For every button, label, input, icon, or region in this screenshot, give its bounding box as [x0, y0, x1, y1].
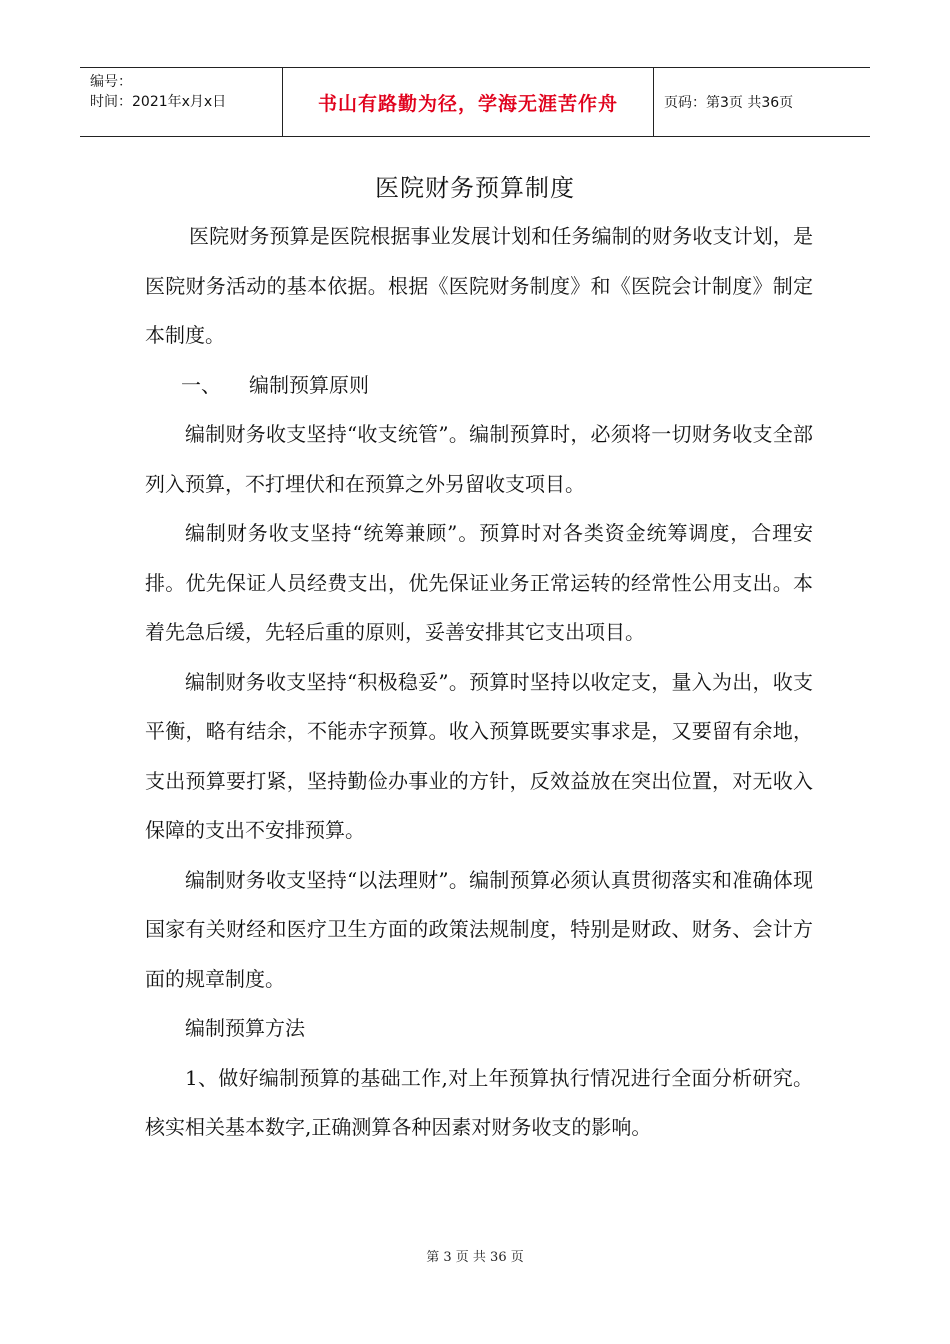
method-heading: 编制预算方法 [185, 1016, 305, 1040]
principle-paragraph: 编制财务收支坚持“积极稳妥”。预算时坚持以收定支，量入为出，收支平衡，略有结余，不能赤字预算。收入预算既要实事求是，又要留有余地，支出预算要打紧，坚持勤俭办事业的方针，反效益放在突出位置，对无收入保障的支出不安排预算。 [145, 669, 813, 842]
section-heading [145, 361, 813, 411]
document-header [80, 67, 870, 137]
date-line: 时间：2021年x月x日 [90, 94, 227, 110]
header-motto: 书山有路勤为径，学海无涯苦作舟 [282, 68, 654, 136]
intro-paragraph: 医院财务预算是医院根据事业发展计划和任务编制的财务收支计划，是医院财务活动的基本依据。根据《医院财务制度》和《医院会计制度》制定本制度。 [145, 224, 813, 347]
principle-paragraph: 编制财务收支坚持“收支统管”。编制预算时，必须将一切财务收支全部列入预算，不打埋伏和在预算之外另留收支项目。 [145, 422, 813, 496]
method-paragraph: 1、做好编制预算的基础工作,对上年预算执行情况进行全面分析研究。核实相关基本数字,正确测算各种因素对财务收支的影响。 [145, 1065, 813, 1139]
document-title: 医院财务预算制度 [375, 174, 575, 202]
section-number: 一、 [181, 372, 221, 397]
header-page-info: 页码：第3页 共36页 [664, 95, 794, 111]
serial-label: 编号： [90, 74, 132, 90]
document-body [145, 212, 813, 1153]
header-meta [80, 68, 282, 136]
section-label: 编制预算原则 [249, 372, 369, 397]
page-footer: 第 3 页 共 36 页 [426, 1250, 524, 1265]
principle-paragraph: 编制财务收支坚持“以法理财”。编制预算必须认真贯彻落实和准确体现国家有关财经和医疗卫生方面的政策法规制度，特别是财政、财务、会计方面的规章制度。 [145, 867, 813, 991]
principle-paragraph: 编制财务收支坚持“统筹兼顾”。预算时对各类资金统筹调度，合理安排。优先保证人员经费支出，优先保证业务正常运转的经常性公用支出。本着先急后缓，先轻后重的原则，妥善安排其它支出项目。 [145, 521, 813, 644]
